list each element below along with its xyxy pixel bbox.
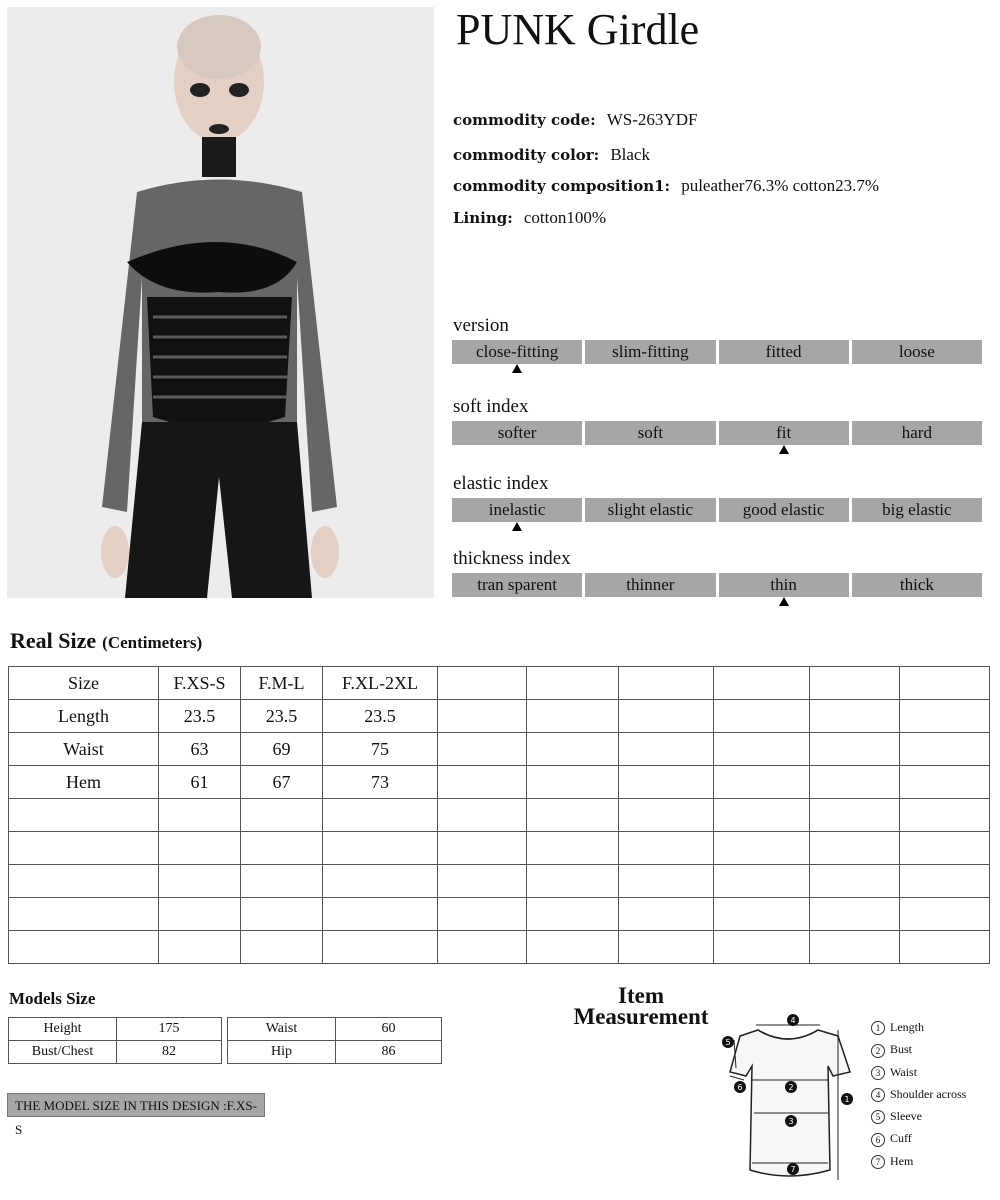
legend-label: Hem xyxy=(890,1153,914,1168)
elastic-index-label: elastic index xyxy=(453,473,549,494)
svg-text:3: 3 xyxy=(788,1117,794,1126)
svg-text:2: 2 xyxy=(788,1083,794,1092)
svg-text:1: 1 xyxy=(844,1095,850,1104)
version-scale xyxy=(452,340,982,364)
table-row xyxy=(228,1018,442,1041)
models-size-title: Models Size xyxy=(9,989,96,1008)
legend-number-icon: 6 xyxy=(871,1133,885,1147)
soft-index-option: soft xyxy=(585,421,715,445)
version-option: loose xyxy=(852,340,982,364)
size-table xyxy=(8,666,990,964)
thickness-index-label: thickness index xyxy=(453,548,571,569)
svg-text:4: 4 xyxy=(790,1016,796,1025)
table-cell: 67 xyxy=(241,766,323,799)
soft-index-scale xyxy=(452,421,982,445)
table-cell: 86 xyxy=(336,1041,442,1064)
table-cell: Height xyxy=(9,1018,117,1041)
elastic-index-marker-icon xyxy=(512,522,522,531)
legend-number-icon: 4 xyxy=(871,1088,885,1102)
elastic-index-option: good elastic xyxy=(719,498,849,522)
table-row xyxy=(9,865,990,898)
svg-text:5: 5 xyxy=(725,1038,731,1047)
table-row xyxy=(9,799,990,832)
table-row xyxy=(9,931,990,964)
table-cell: 23.5 xyxy=(323,700,438,733)
table-row xyxy=(9,1041,222,1064)
item-measurement-title-line1: Item xyxy=(618,983,664,1008)
models-size-table-right xyxy=(227,1017,442,1064)
real-size-title: Real Size xyxy=(10,628,97,653)
spec-code-value: WS-263YDF xyxy=(606,110,698,129)
table-cell: 69 xyxy=(241,733,323,766)
item-measurement-title xyxy=(563,985,719,1027)
table-header-cell: F.XL-2XL xyxy=(323,667,438,700)
item-measurement-title-line2: Measurement xyxy=(573,1004,709,1029)
table-row xyxy=(9,700,990,733)
soft-index-marker-icon xyxy=(779,445,789,454)
soft-index-option: hard xyxy=(852,421,982,445)
real-size-heading xyxy=(10,628,202,654)
table-cell: Waist xyxy=(228,1018,336,1041)
elastic-index-option: big elastic xyxy=(852,498,982,522)
legend-number-icon: 3 xyxy=(871,1066,885,1080)
version-marker-icon xyxy=(512,364,522,373)
elastic-index-scale xyxy=(452,498,982,522)
version-option: slim-fitting xyxy=(585,340,715,364)
table-cell: 82 xyxy=(117,1041,222,1064)
legend-number-icon: 1 xyxy=(871,1021,885,1035)
legend-label: Waist xyxy=(890,1064,918,1079)
thickness-index-option: thinner xyxy=(585,573,715,597)
table-header-cell: F.XS-S xyxy=(159,667,241,700)
table-row xyxy=(228,1041,442,1064)
version-option: fitted xyxy=(719,340,849,364)
spec-color xyxy=(453,145,650,165)
thickness-index-marker-icon xyxy=(779,597,789,606)
table-row xyxy=(9,766,990,799)
thickness-index-option: thick xyxy=(852,573,982,597)
table-cell: 23.5 xyxy=(159,700,241,733)
models-size-table-left xyxy=(8,1017,222,1064)
legend-number-icon: 5 xyxy=(871,1110,885,1124)
svg-text:6: 6 xyxy=(737,1083,743,1092)
elastic-index-option: slight elastic xyxy=(585,498,715,522)
legend-label: Shoulder across xyxy=(890,1086,967,1101)
garment-diagram-icon xyxy=(718,1010,858,1188)
product-title: PUNK Girdle xyxy=(456,5,700,54)
spec-color-value: Black xyxy=(610,145,650,164)
legend-item xyxy=(871,1107,966,1129)
legend-item xyxy=(871,1040,966,1062)
legend-label: Bust xyxy=(890,1042,913,1057)
legend-item xyxy=(871,1063,966,1085)
table-row xyxy=(9,832,990,865)
thickness-index-option: tran sparent xyxy=(452,573,582,597)
legend-item xyxy=(871,1018,966,1040)
table-row xyxy=(9,898,990,931)
table-cell: Waist xyxy=(9,733,159,766)
table-row xyxy=(9,1018,222,1041)
legend-item xyxy=(871,1152,966,1174)
legend-label: Length xyxy=(890,1020,924,1034)
thickness-index-scale xyxy=(452,573,982,597)
legend-label: Cuff xyxy=(890,1131,912,1146)
spec-composition-value: puleather76.3% cotton23.7% xyxy=(681,176,880,195)
soft-index-label: soft index xyxy=(453,396,529,417)
table-cell: Hip xyxy=(228,1041,336,1064)
table-cell: Bust/Chest xyxy=(9,1041,117,1064)
soft-index-option: fit xyxy=(719,421,849,445)
model-size-note: THE MODEL SIZE IN THIS DESIGN :F.XS-S xyxy=(7,1093,265,1117)
model-figure xyxy=(7,7,434,598)
spec-code-label: commodity code: xyxy=(453,111,596,129)
table-cell: 60 xyxy=(336,1018,442,1041)
table-cell: Hem xyxy=(9,766,159,799)
table-cell: Length xyxy=(9,700,159,733)
spec-color-label: commodity color: xyxy=(453,146,600,164)
spec-lining xyxy=(453,208,606,228)
spec-code xyxy=(453,110,697,130)
table-cell: 75 xyxy=(323,733,438,766)
soft-index-option: softer xyxy=(452,421,582,445)
table-header-cell: Size xyxy=(9,667,159,700)
svg-text:7: 7 xyxy=(790,1165,796,1174)
table-row xyxy=(9,733,990,766)
product-photo xyxy=(7,7,434,598)
table-header-cell: F.M-L xyxy=(241,667,323,700)
measurement-legend xyxy=(871,1018,966,1174)
thickness-index-option: thin xyxy=(719,573,849,597)
version-label: version xyxy=(453,315,509,336)
table-cell: 73 xyxy=(323,766,438,799)
table-cell: 61 xyxy=(159,766,241,799)
elastic-index-option: inelastic xyxy=(452,498,582,522)
table-cell: 63 xyxy=(159,733,241,766)
legend-number-icon: 2 xyxy=(871,1044,885,1058)
spec-composition-label: commodity composition1: xyxy=(453,177,671,195)
legend-label: Sleeve xyxy=(890,1109,922,1124)
table-cell: 23.5 xyxy=(241,700,323,733)
legend-number-icon: 7 xyxy=(871,1155,885,1169)
legend-item xyxy=(871,1129,966,1151)
version-option: close-fitting xyxy=(452,340,582,364)
spec-lining-label: Lining: xyxy=(453,209,513,227)
spec-lining-value: cotton100% xyxy=(523,208,607,227)
spec-composition xyxy=(453,176,879,196)
real-size-unit: (Centimeters) xyxy=(102,633,203,652)
legend-item xyxy=(871,1085,966,1107)
table-cell: 175 xyxy=(117,1018,222,1041)
table-row xyxy=(9,667,990,700)
